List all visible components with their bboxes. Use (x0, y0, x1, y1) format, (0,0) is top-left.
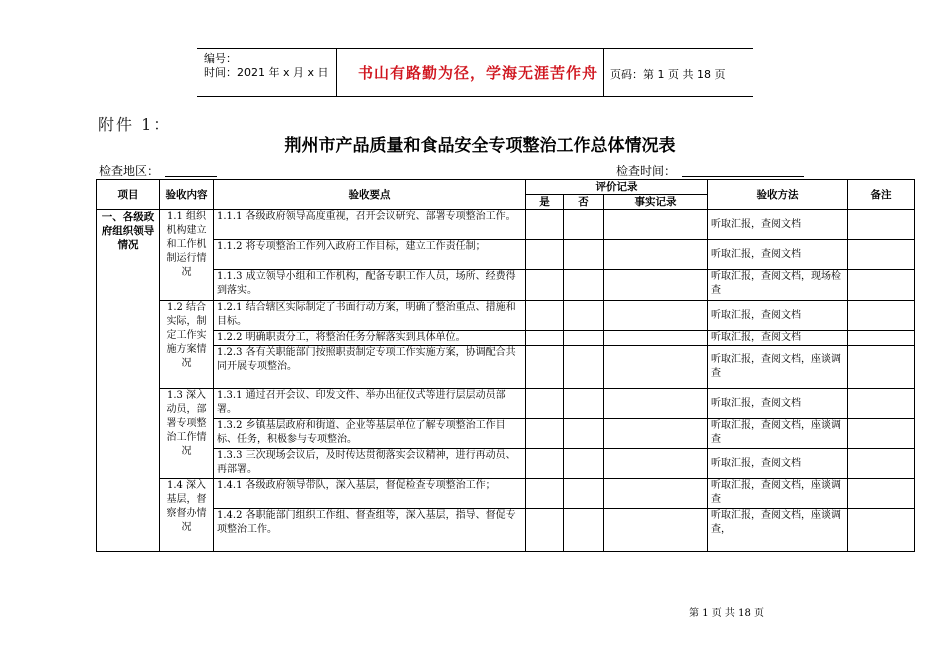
col-header-yes: 是 (526, 195, 564, 210)
yes-cell[interactable] (526, 210, 564, 240)
col-header-project: 项目 (97, 180, 160, 210)
table-row (97, 389, 915, 419)
notes-cell[interactable] (848, 509, 915, 552)
table-row (97, 210, 915, 240)
doc-time-label: 时间：2021 年 x 月 x 日 (204, 66, 329, 79)
point-cell: 1.2.2 明确职责分工，将整治任务分解落实到具体单位。 (214, 331, 526, 346)
col-header-content: 验收内容 (160, 180, 214, 210)
header-top-rule (197, 48, 753, 49)
table-row (97, 301, 915, 331)
method-cell: 听取汇报，查阅文档，座谈调查 (708, 479, 848, 509)
notes-cell[interactable] (848, 419, 915, 449)
notes-cell[interactable] (848, 240, 915, 270)
no-cell[interactable] (564, 449, 604, 479)
content-cell: 1.3 深入动员，部署专项整治工作情况 (160, 389, 214, 479)
method-cell: 听取汇报，查阅文档，现场检查 (708, 270, 848, 301)
notes-cell[interactable] (848, 346, 915, 389)
facts-cell[interactable] (604, 346, 708, 389)
table-row (97, 449, 915, 479)
facts-cell[interactable] (604, 331, 708, 346)
method-cell: 听取汇报，查阅文档 (708, 331, 848, 346)
yes-cell[interactable] (526, 240, 564, 270)
notes-cell[interactable] (848, 210, 915, 240)
attachment-label: 附件 1： (98, 115, 172, 134)
header-divider-left (336, 48, 337, 96)
facts-cell[interactable] (604, 270, 708, 301)
point-cell: 1.1.3 成立领导小组和工作机构，配备专职工作人员，场所、经费得到落实。 (214, 270, 526, 301)
inspection-time-label: 检查时间： (616, 164, 677, 178)
header-page-info: 页码：第 1 页 共 18 页 (610, 68, 726, 81)
yes-cell[interactable] (526, 509, 564, 552)
point-cell: 1.4.1 各级政府领导带队，深入基层，督促检查专项整治工作； (214, 479, 526, 509)
facts-cell[interactable] (604, 509, 708, 552)
point-cell: 1.3.1 通过召开会议、印发文件、举办出征仪式等进行层层动员部署。 (214, 389, 526, 419)
notes-cell[interactable] (848, 389, 915, 419)
inspection-time-blank (682, 176, 804, 177)
col-header-facts: 事实记录 (604, 195, 708, 210)
header-motto: 书山有路勤为径，学海无涯苦作舟 (357, 64, 598, 82)
page-footer: 第 1 页 共 18 页 (689, 608, 764, 619)
point-cell: 1.4.2 各职能部门组织工作组、督查组等，深入基层，指导、督促专项整治工作。 (214, 509, 526, 552)
yes-cell[interactable] (526, 331, 564, 346)
content-cell: 1.2 结合实际，制定工作实施方案情况 (160, 301, 214, 389)
notes-cell[interactable] (848, 331, 915, 346)
method-cell: 听取汇报，查阅文档 (708, 210, 848, 240)
facts-cell[interactable] (604, 419, 708, 449)
yes-cell[interactable] (526, 301, 564, 331)
facts-cell[interactable] (604, 389, 708, 419)
facts-cell[interactable] (604, 479, 708, 509)
no-cell[interactable] (564, 509, 604, 552)
inspection-table (96, 179, 915, 552)
no-cell[interactable] (564, 210, 604, 240)
table-row (97, 509, 915, 552)
table-row (97, 479, 915, 509)
no-cell[interactable] (564, 389, 604, 419)
method-cell: 听取汇报，查阅文档 (708, 240, 848, 270)
point-cell: 1.1.1 各级政府领导高度重视，召开会议研究、部署专项整治工作。 (214, 210, 526, 240)
no-cell[interactable] (564, 240, 604, 270)
no-cell[interactable] (564, 479, 604, 509)
point-cell: 1.3.3 三次现场会议后，及时传达贯彻落实会议精神，进行再动员、再部署。 (214, 449, 526, 479)
content-cell: 1.4 深入基层，督察督办情况 (160, 479, 214, 552)
method-cell: 听取汇报，查阅文档，座谈调查， (708, 509, 848, 552)
no-cell[interactable] (564, 301, 604, 331)
yes-cell[interactable] (526, 479, 564, 509)
notes-cell[interactable] (848, 479, 915, 509)
point-cell: 1.2.1 结合辖区实际制定了书面行动方案，明确了整治重点、措施和目标。 (214, 301, 526, 331)
method-cell: 听取汇报，查阅文档，座谈调查 (708, 419, 848, 449)
table-header-row (97, 180, 915, 195)
doc-number-label: 编号： (204, 52, 237, 65)
inspection-area-label: 检查地区： (99, 164, 160, 178)
project-cell: 一、各级政府组织领导情况 (97, 210, 160, 552)
yes-cell[interactable] (526, 449, 564, 479)
header-meta (204, 52, 329, 80)
facts-cell[interactable] (604, 449, 708, 479)
col-header-method: 验收方法 (708, 180, 848, 210)
inspection-area-blank (165, 176, 217, 177)
no-cell[interactable] (564, 346, 604, 389)
no-cell[interactable] (564, 270, 604, 301)
no-cell[interactable] (564, 331, 604, 346)
col-header-eval: 评价记录 (526, 180, 708, 195)
header-bottom-rule (197, 96, 753, 97)
facts-cell[interactable] (604, 240, 708, 270)
method-cell: 听取汇报，查阅文档，座谈调查 (708, 346, 848, 389)
point-cell: 1.3.2 乡镇基层政府和街道、企业等基层单位了解专项整治工作目标、任务，积极参与专项整治。 (214, 419, 526, 449)
yes-cell[interactable] (526, 419, 564, 449)
notes-cell[interactable] (848, 449, 915, 479)
yes-cell[interactable] (526, 270, 564, 301)
col-header-points: 验收要点 (214, 180, 526, 210)
notes-cell[interactable] (848, 301, 915, 331)
method-cell: 听取汇报，查阅文档 (708, 449, 848, 479)
table-row (97, 331, 915, 346)
method-cell: 听取汇报，查阅文档 (708, 301, 848, 331)
point-cell: 1.1.2 将专项整治工作列入政府工作目标，建立工作责任制； (214, 240, 526, 270)
no-cell[interactable] (564, 419, 604, 449)
facts-cell[interactable] (604, 210, 708, 240)
notes-cell[interactable] (848, 270, 915, 301)
yes-cell[interactable] (526, 346, 564, 389)
content-cell: 1.1 组织机构建立和工作机制运行情况 (160, 210, 214, 301)
col-header-notes: 备注 (848, 180, 915, 210)
table-row (97, 346, 915, 389)
table-row (97, 240, 915, 270)
table-row (97, 270, 915, 301)
facts-cell[interactable] (604, 301, 708, 331)
point-cell: 1.2.3 各有关职能部门按照职责制定专项工作实施方案，协调配合共同开展专项整治。 (214, 346, 526, 389)
col-header-no: 否 (564, 195, 604, 210)
yes-cell[interactable] (526, 389, 564, 419)
table-row (97, 419, 915, 449)
method-cell: 听取汇报，查阅文档 (708, 389, 848, 419)
document-title: 荆州市产品质量和食品安全专项整治工作总体情况表 (284, 136, 676, 156)
